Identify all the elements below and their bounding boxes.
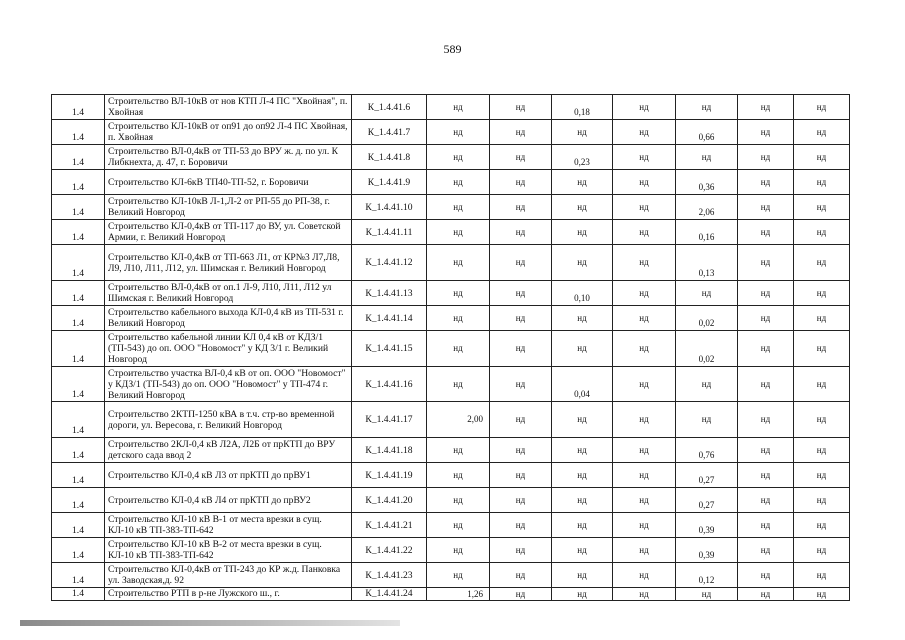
section-cell: 1.4 [52, 281, 105, 306]
value-cell: нд [427, 538, 490, 563]
value-cell: 0,10 [552, 281, 613, 306]
value-cell: нд [552, 245, 613, 281]
code-cell: К_1.4.41.24 [352, 588, 427, 601]
value-cell: нд [427, 331, 490, 367]
name-cell: Строительство КЛ-0,4кВ от ТП-243 до КР ж.д. Панковка ул. Заводская,д. 92 [105, 563, 352, 588]
code-cell: К_1.4.41.9 [352, 170, 427, 195]
value-cell: нд [738, 245, 794, 281]
table-row [52, 513, 850, 538]
name-cell: Строительство ВЛ-0,4кВ от оп.1 Л-9, Л10, Л11, Л12 ул Шимская г. Великий Новгород [105, 281, 352, 306]
value-cell: нд [738, 563, 794, 588]
name-cell: Строительство КЛ-10кВ от оп91 до оп92 Л-4 ПС Хвойная, п. Хвойная [105, 120, 352, 145]
name-cell: Строительство кабельного выхода КЛ-0,4 кВ из ТП-531 г. Великий Новгород [105, 306, 352, 331]
value-cell: нд [794, 281, 850, 306]
value-cell: нд [794, 170, 850, 195]
code-cell: К_1.4.41.20 [352, 488, 427, 513]
value-cell: 0,04 [552, 367, 613, 402]
value-cell: нд [427, 195, 490, 220]
value-cell: 1,26 [427, 588, 490, 601]
value-cell: нд [794, 463, 850, 488]
value-cell: нд [676, 95, 738, 120]
value-cell: нд [794, 538, 850, 563]
code-cell: К_1.4.41.12 [352, 245, 427, 281]
value-cell: нд [427, 367, 490, 402]
name-cell: Строительство участка ВЛ-0,4 кВ от оп. ООО "Новомост" у КДЗ/1 (ТП-543) до оп. ООО "Новомост" у ТП-474 г. Великий Новгород [105, 367, 352, 402]
value-cell: нд [427, 438, 490, 463]
table-row [52, 402, 850, 438]
section-cell: 1.4 [52, 306, 105, 331]
value-cell: нд [552, 488, 613, 513]
value-cell: нд [427, 563, 490, 588]
section-cell: 1.4 [52, 145, 105, 170]
value-cell: нд [738, 438, 794, 463]
value-cell: нд [794, 120, 850, 145]
code-cell: К_1.4.41.8 [352, 145, 427, 170]
section-cell: 1.4 [52, 513, 105, 538]
value-cell: 0,27 [676, 463, 738, 488]
value-cell: нд [738, 367, 794, 402]
section-cell: 1.4 [52, 367, 105, 402]
value-cell: нд [490, 463, 552, 488]
table-row [52, 145, 850, 170]
value-cell: нд [552, 513, 613, 538]
value-cell: нд [552, 170, 613, 195]
value-cell: нд [794, 488, 850, 513]
table-row [52, 195, 850, 220]
value-cell: нд [427, 145, 490, 170]
value-cell: нд [427, 120, 490, 145]
value-cell: нд [490, 563, 552, 588]
name-cell: Строительство КЛ-0,4кВ от ТП-117 до ВУ, ул. Советской Армии, г. Великий Новгород [105, 220, 352, 245]
name-cell: Строительство КЛ-10 кВ В-1 от места врезки в сущ. КЛ-10 кВ ТП-383-ТП-642 [105, 513, 352, 538]
section-cell: 1.4 [52, 245, 105, 281]
value-cell: 0,02 [676, 306, 738, 331]
table-row [52, 538, 850, 563]
name-cell: Строительство КЛ-0,4кВ от ТП-663 Л1, от КР№3 Л7,Л8, Л9, Л10, Л11, Л12, ул. Шимская г. Великий Новгород [105, 245, 352, 281]
section-cell: 1.4 [52, 331, 105, 367]
value-cell: нд [676, 588, 738, 601]
value-cell: нд [490, 513, 552, 538]
name-cell: Строительство 2КЛ-0,4 кВ Л2А, Л2Б от прКТП до ВРУ детского сада ввод 2 [105, 438, 352, 463]
value-cell: нд [427, 463, 490, 488]
section-cell: 1.4 [52, 438, 105, 463]
value-cell: нд [794, 306, 850, 331]
value-cell: нд [738, 588, 794, 601]
value-cell: нд [794, 195, 850, 220]
table-row [52, 563, 850, 588]
value-cell: 0,27 [676, 488, 738, 513]
table-row [52, 367, 850, 402]
value-cell: нд [552, 306, 613, 331]
name-cell: Строительство КЛ-10кВ Л-1,Л-2 от РП-55 до РП-38, г. Великий Новгород [105, 195, 352, 220]
value-cell: нд [794, 402, 850, 438]
section-cell: 1.4 [52, 588, 105, 601]
value-cell: нд [738, 281, 794, 306]
value-cell: нд [613, 367, 676, 402]
name-cell: Строительство КЛ-0,4 кВ Л4 от прКТП до прВУ2 [105, 488, 352, 513]
value-cell: нд [490, 488, 552, 513]
value-cell: нд [490, 281, 552, 306]
value-cell: нд [613, 438, 676, 463]
value-cell: нд [738, 402, 794, 438]
value-cell: 0,23 [552, 145, 613, 170]
value-cell: нд [427, 170, 490, 195]
value-cell: нд [552, 538, 613, 563]
value-cell: нд [552, 120, 613, 145]
value-cell: нд [613, 306, 676, 331]
code-cell: К_1.4.41.22 [352, 538, 427, 563]
value-cell: нд [794, 588, 850, 601]
value-cell: нд [427, 488, 490, 513]
value-cell: нд [490, 538, 552, 563]
value-cell: нд [490, 220, 552, 245]
value-cell: 0,66 [676, 120, 738, 145]
value-cell: нд [738, 170, 794, 195]
table-row [52, 245, 850, 281]
value-cell: нд [613, 563, 676, 588]
value-cell: нд [738, 463, 794, 488]
value-cell: нд [676, 145, 738, 170]
value-cell: нд [794, 95, 850, 120]
code-cell: К_1.4.41.17 [352, 402, 427, 438]
table-row [52, 120, 850, 145]
value-cell: нд [613, 281, 676, 306]
value-cell: нд [676, 367, 738, 402]
table-row [52, 588, 850, 601]
code-cell: К_1.4.41.23 [352, 563, 427, 588]
value-cell: нд [490, 170, 552, 195]
value-cell: нд [738, 488, 794, 513]
value-cell: нд [676, 402, 738, 438]
value-cell: нд [613, 488, 676, 513]
value-cell: нд [552, 331, 613, 367]
value-cell: нд [427, 513, 490, 538]
value-cell: 0,39 [676, 513, 738, 538]
value-cell: 2,06 [676, 195, 738, 220]
value-cell: нд [613, 95, 676, 120]
value-cell: нд [676, 281, 738, 306]
value-cell: нд [427, 245, 490, 281]
value-cell: нд [738, 513, 794, 538]
value-cell: нд [613, 220, 676, 245]
value-cell: нд [427, 281, 490, 306]
code-cell: К_1.4.41.11 [352, 220, 427, 245]
section-cell: 1.4 [52, 170, 105, 195]
page-number: 589 [443, 42, 462, 56]
table-row [52, 438, 850, 463]
section-cell: 1.4 [52, 220, 105, 245]
value-cell: нд [490, 402, 552, 438]
value-cell: нд [552, 195, 613, 220]
value-cell: нд [490, 306, 552, 331]
section-cell: 1.4 [52, 563, 105, 588]
code-cell: К_1.4.41.14 [352, 306, 427, 331]
value-cell: нд [613, 588, 676, 601]
value-cell: нд [738, 538, 794, 563]
name-cell: Строительство КЛ-0,4 кВ Л3 от прКТП до прВУ1 [105, 463, 352, 488]
name-cell: Строительство РТП в р-не Лужского ш., г. [105, 588, 352, 601]
scan-artifact [20, 620, 400, 626]
value-cell: нд [613, 513, 676, 538]
code-cell: К_1.4.41.7 [352, 120, 427, 145]
table-row [52, 306, 850, 331]
name-cell: Строительство КЛ-10 кВ В-2 от места врезки в сущ. КЛ-10 кВ ТП-383-ТП-642 [105, 538, 352, 563]
section-cell: 1.4 [52, 120, 105, 145]
section-cell: 1.4 [52, 195, 105, 220]
value-cell: 0,02 [676, 331, 738, 367]
value-cell: нд [552, 402, 613, 438]
value-cell: нд [490, 120, 552, 145]
table-row [52, 331, 850, 367]
name-cell: Строительство ВЛ-10кВ от нов КТП Л-4 ПС "Хвойная", п. Хвойная [105, 95, 352, 120]
value-cell: нд [794, 245, 850, 281]
value-cell: нд [738, 145, 794, 170]
value-cell: нд [490, 145, 552, 170]
value-cell: 0,13 [676, 245, 738, 281]
table-row [52, 95, 850, 120]
code-cell: К_1.4.41.10 [352, 195, 427, 220]
value-cell: нд [490, 367, 552, 402]
value-cell: нд [613, 195, 676, 220]
code-cell: К_1.4.41.19 [352, 463, 427, 488]
value-cell: нд [490, 245, 552, 281]
value-cell: нд [794, 563, 850, 588]
value-cell: нд [738, 331, 794, 367]
value-cell: 0,36 [676, 170, 738, 195]
value-cell: нд [613, 538, 676, 563]
name-cell: Строительство ВЛ-0,4кВ от ТП-53 до ВРУ ж. д. по ул. К Либкнехта, д. 47, г. Боровичи [105, 145, 352, 170]
section-cell: 1.4 [52, 95, 105, 120]
code-cell: К_1.4.41.13 [352, 281, 427, 306]
value-cell: нд [613, 170, 676, 195]
value-cell: нд [490, 195, 552, 220]
section-cell: 1.4 [52, 538, 105, 563]
name-cell: Строительство кабельной линии КЛ 0,4 кВ от КДЗ/1 (ТП-543) до оп. ООО "Новомост" у КД 3/1 г. Великий Новгород [105, 331, 352, 367]
table-row [52, 281, 850, 306]
value-cell: нд [738, 195, 794, 220]
value-cell: нд [738, 220, 794, 245]
value-cell: нд [738, 306, 794, 331]
value-cell: 0,12 [676, 563, 738, 588]
value-cell: нд [490, 588, 552, 601]
value-cell: нд [613, 331, 676, 367]
code-cell: К_1.4.41.6 [352, 95, 427, 120]
code-cell: К_1.4.41.18 [352, 438, 427, 463]
table-row [52, 220, 850, 245]
value-cell: нд [490, 331, 552, 367]
value-cell: нд [794, 367, 850, 402]
value-cell: нд [552, 438, 613, 463]
value-cell: 0,39 [676, 538, 738, 563]
code-cell: К_1.4.41.21 [352, 513, 427, 538]
value-cell: 2,00 [427, 402, 490, 438]
value-cell: нд [613, 463, 676, 488]
value-cell: нд [552, 463, 613, 488]
value-cell: нд [613, 145, 676, 170]
value-cell: нд [552, 563, 613, 588]
value-cell: нд [794, 331, 850, 367]
value-cell: нд [552, 220, 613, 245]
name-cell: Строительство 2КТП-1250 кВА в т.ч. стр-во временной дороги, ул. Вересова, г. Великий Новгород [105, 402, 352, 438]
value-cell: 0,18 [552, 95, 613, 120]
value-cell: 0,16 [676, 220, 738, 245]
value-cell: нд [738, 120, 794, 145]
value-cell: 0,76 [676, 438, 738, 463]
section-cell: 1.4 [52, 463, 105, 488]
code-cell: К_1.4.41.15 [352, 331, 427, 367]
code-cell: К_1.4.41.16 [352, 367, 427, 402]
name-cell: Строительство КЛ-6кВ ТП40-ТП-52, г. Боровичи [105, 170, 352, 195]
table-row [52, 463, 850, 488]
value-cell: нд [613, 120, 676, 145]
value-cell: нд [613, 245, 676, 281]
data-table [51, 94, 850, 601]
value-cell: нд [490, 95, 552, 120]
value-cell: нд [427, 220, 490, 245]
table-row [52, 488, 850, 513]
section-cell: 1.4 [52, 488, 105, 513]
value-cell: нд [794, 145, 850, 170]
value-cell: нд [490, 438, 552, 463]
value-cell: нд [794, 220, 850, 245]
table-body [52, 95, 850, 601]
value-cell: нд [552, 588, 613, 601]
value-cell: нд [427, 95, 490, 120]
value-cell: нд [613, 402, 676, 438]
value-cell: нд [794, 513, 850, 538]
value-cell: нд [794, 438, 850, 463]
value-cell: нд [427, 306, 490, 331]
table-row [52, 170, 850, 195]
section-cell: 1.4 [52, 402, 105, 438]
value-cell: нд [738, 95, 794, 120]
